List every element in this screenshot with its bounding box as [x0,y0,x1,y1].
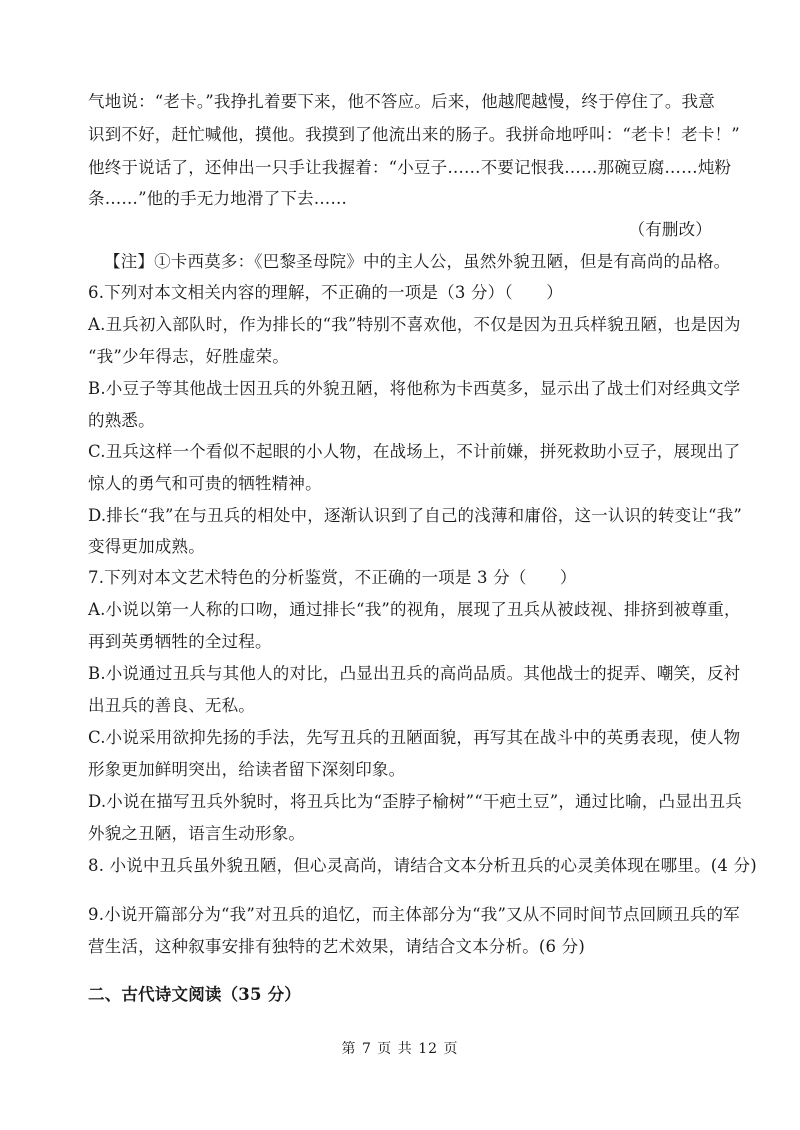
question-9-stem: 9.小说开篇部分为“我”对丑兵的追忆，而主体部分为“我”又从不同时间节点回顾丑兵的军 [88,905,740,924]
q6-option-c: C.丑兵这样一个看似不起眼的小人物，在战场上，不计前嫌，拼死救助小豆子，展现出了 [88,442,741,461]
q7-option-d-cont: 外貌之丑陋，语言生动形象。 [88,824,306,843]
q7-option-a: A.小说以第一人称的口吻，通过排长“我”的视角，展现了丑兵从被歧视、排挤到被尊重， [88,600,741,619]
q6-option-b: B.小豆子等其他战士因丑兵的外貌丑陋，将他称为卡西莫多，显示出了战士们对经典文学 [88,379,741,398]
q6-option-a-cont: “我”少年得志，好胜虚荣。 [88,347,289,366]
section-heading: 二、古代诗文阅读（35 分） [88,985,302,1004]
question-9-stem-cont: 营生活，这种叙事安排有独特的艺术效果，请结合文本分析。(6 分) [88,937,586,956]
q7-option-c-cont: 形象更加鲜明突出，给读者留下深刻印象。 [88,760,406,779]
q6-option-d-cont: 变得更加成熟。 [88,537,205,556]
annotation-note: 【注】①卡西莫多：《巴黎圣母院》中的主人公，虽然外貌丑陋，但是有高尚的品格。 [104,252,731,271]
story-line: 条……”他的手无力地滑了下去…… [88,189,348,208]
page-number: 第 7 页 共 12 页 [341,1041,459,1057]
q7-option-a-cont: 再到英勇牺牲的全过程。 [88,632,272,651]
q7-option-b: B.小说通过丑兵与其他人的对比，凸显出丑兵的高尚品质。其他战士的捉弄、嘲笑，反衬 [88,664,741,683]
question-8-stem: 8. 小说中丑兵虽外貌丑陋，但心灵高尚，请结合文本分析丑兵的心灵美体现在哪里。(4 分) [88,856,757,875]
q6-option-c-cont: 惊人的勇气和可贵的牺牲精神。 [88,474,322,493]
question-6-stem: 6.下列对本文相关内容的理解，不正确的一项是（3 分）（ ） [88,283,563,302]
q7-option-c: C.小说采用欲抑先扬的手法，先写丑兵的丑陋面貌，再写其在战斗中的英勇表现，使人物 [88,728,741,747]
q7-option-d: D.小说在描写丑兵外貌时，将丑兵比为“歪脖子榆树”“干疤土豆”，通过比喻，凸显出丑兵 [88,792,743,811]
story-line: 他终于说话了，还伸出一只手让我握着：“小豆子……不要记恨我……那碗豆腐……炖粉 [88,158,732,177]
q6-option-b-cont: 的熟悉。 [88,411,155,430]
source-note: （有删改） [628,220,712,239]
story-line: 识到不好，赶忙喊他，摸他。我摸到了他流出来的肠子。我拼命地呼叫：“老卡！老卡！” [88,125,740,144]
story-line: 气地说：“老卡。”我挣扎着要下来，他不答应。后来，他越爬越慢，终于停住了。我意 [88,92,715,111]
q6-option-d: D.排长“我”在与丑兵的相处中，逐渐认识到了自己的浅薄和庸俗，这一认识的转变让“我” [88,506,743,525]
q7-option-b-cont: 出丑兵的善良、无私。 [88,696,255,715]
q6-option-a: A.丑兵初入部队时，作为排长的“我”特别不喜欢他，不仅是因为丑兵样貌丑陋，也是因为 [88,315,741,334]
question-7-stem: 7.下列对本文艺术特色的分析鉴赏，不正确的一项是 3 分（ ） [88,568,577,587]
